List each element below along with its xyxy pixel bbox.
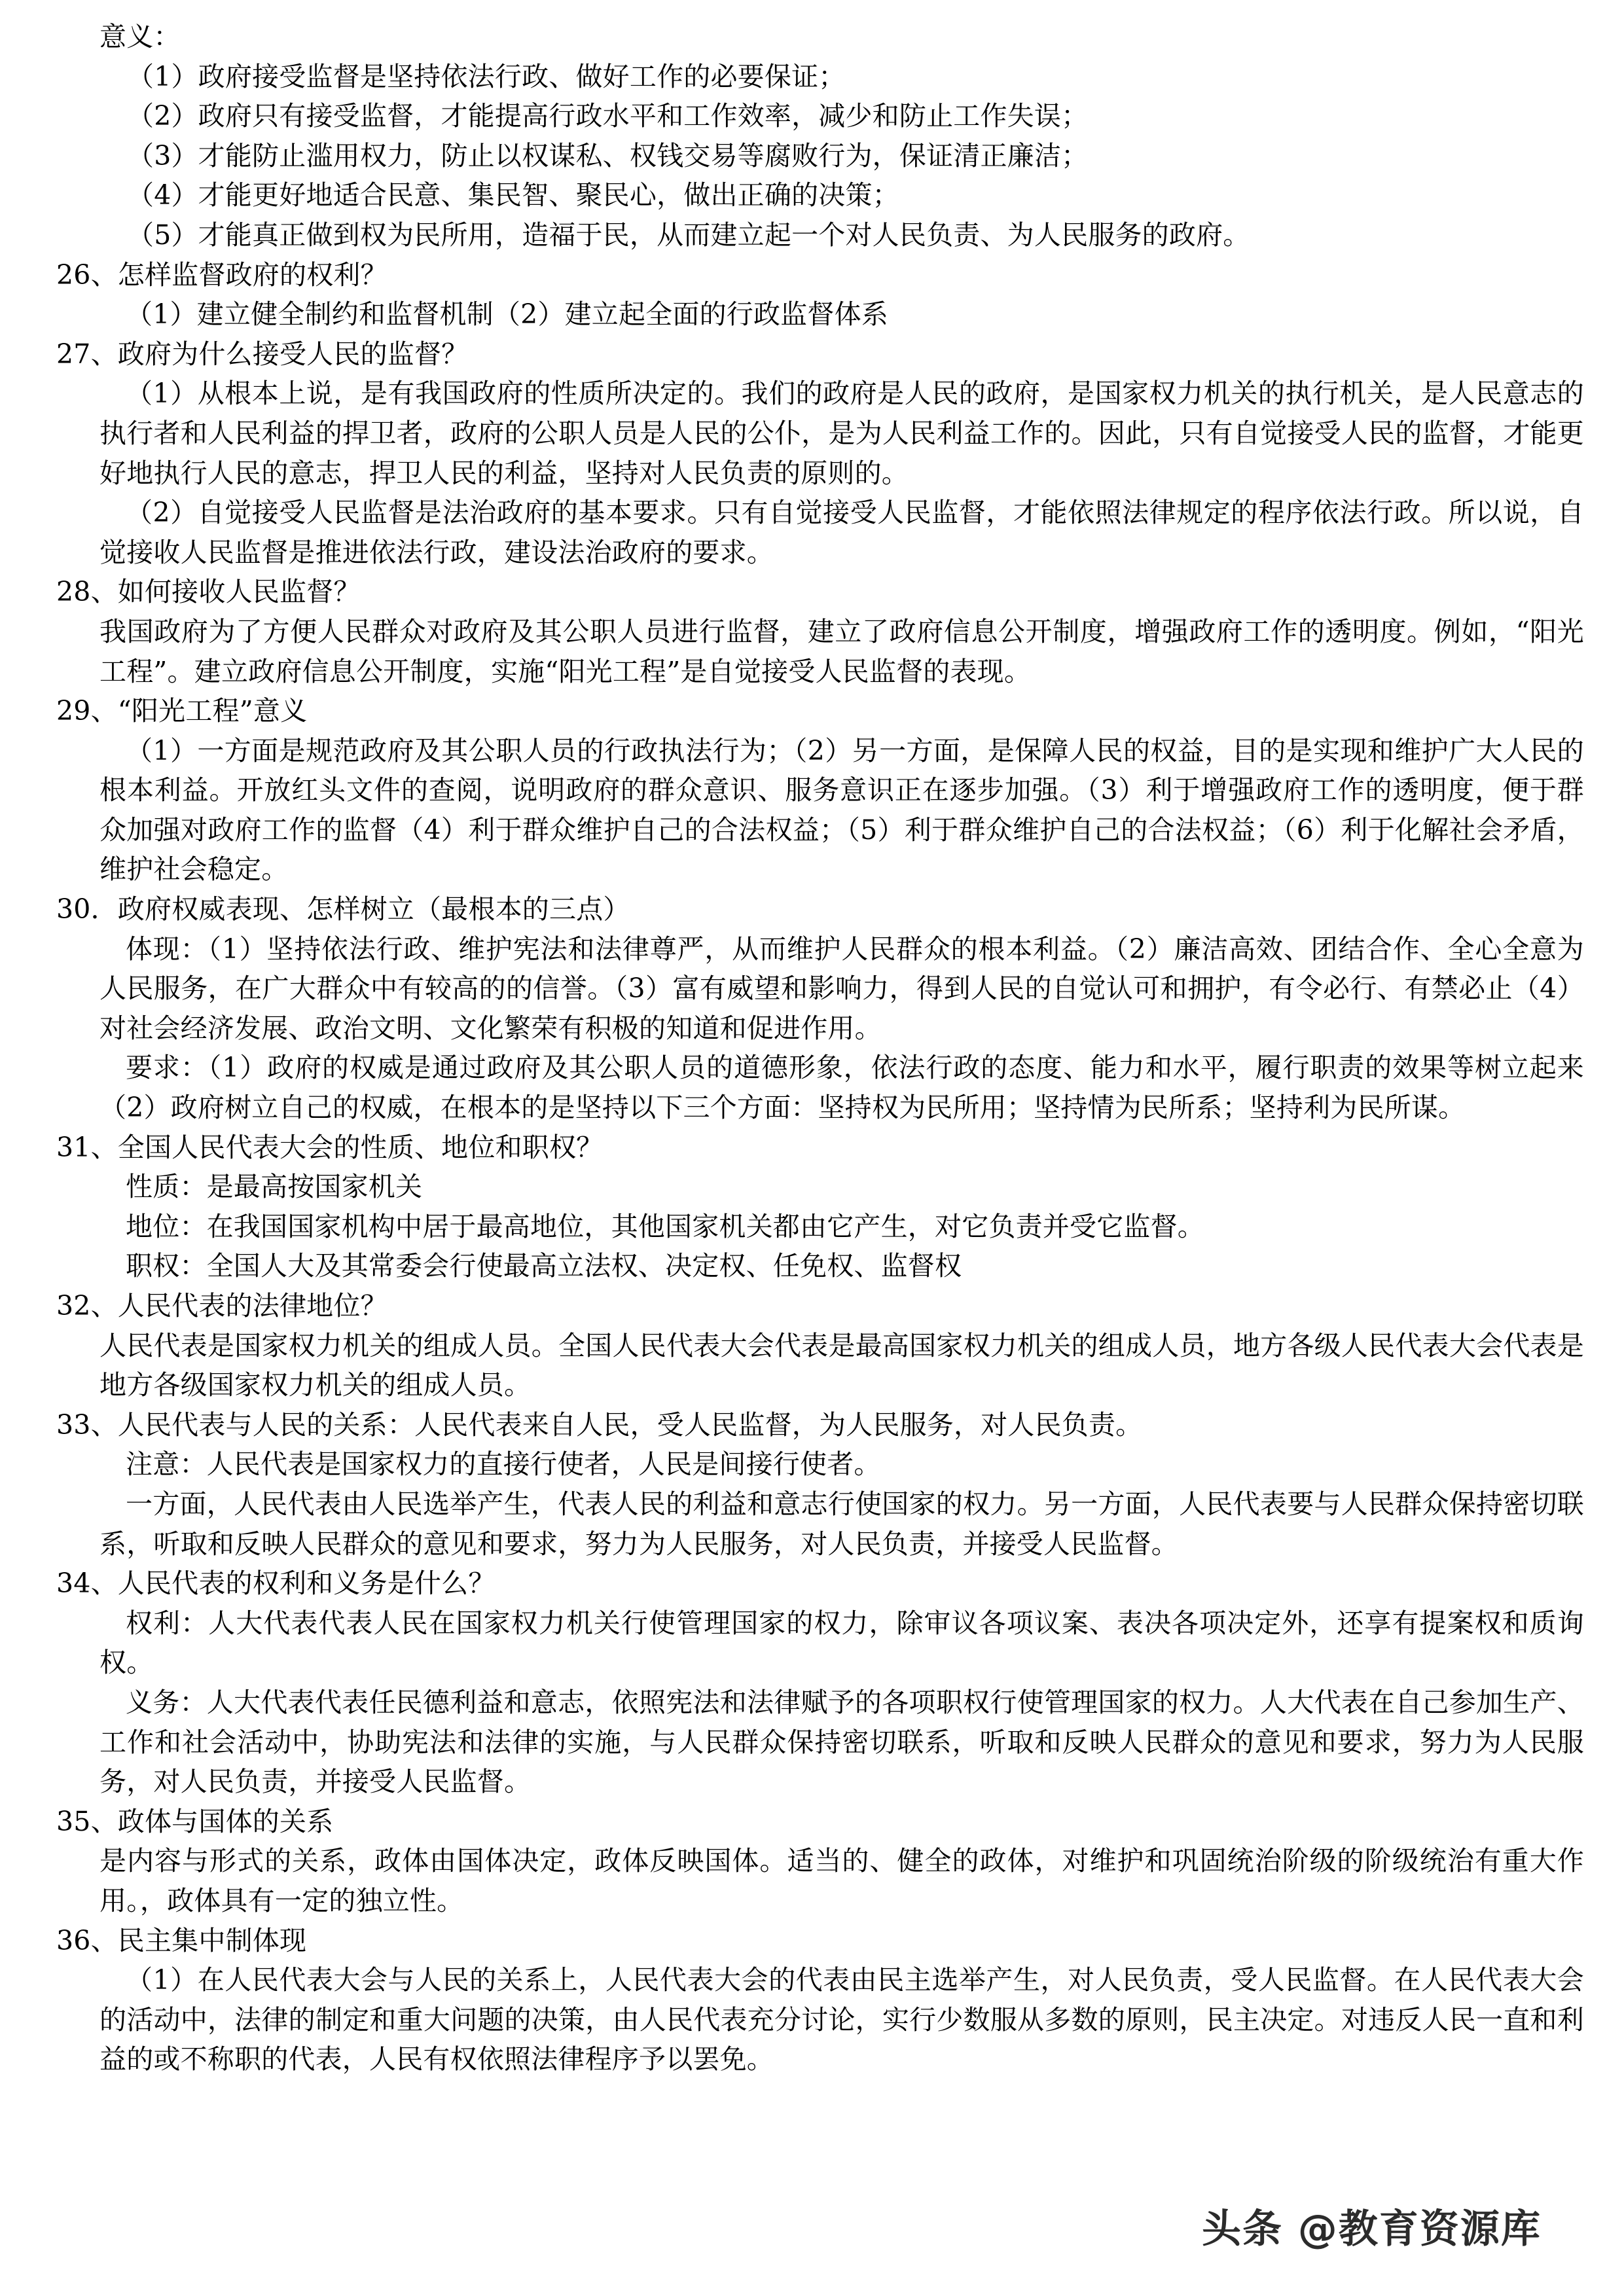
- section-number: 33、: [56, 1408, 118, 1441]
- section-title: 民主集中制体现: [117, 1924, 307, 1956]
- section-title: 人民代表的权利和义务是什么？: [117, 1568, 496, 1600]
- section-title: 政体与国体的关系: [117, 1805, 334, 1837]
- section-heading-36: [39, 1921, 1584, 1961]
- section-number: 26、: [56, 259, 118, 291]
- section-heading-30: [39, 889, 1584, 929]
- opening-item: （5）才能真正做到权为民所用，造福于民，从而建立起一个对人民负责、为人民服务的政府。: [127, 219, 1250, 251]
- section-title: 全国人民代表大会的性质、地位和职权？: [117, 1131, 604, 1163]
- section-number: 29、: [56, 695, 118, 727]
- watermark-account: 教育资源库: [1338, 2206, 1542, 2252]
- section-paragraph: 性质：是最高按国家机关: [126, 1171, 423, 1203]
- opening-item: （4）才能更好地适合民意、集民智、聚民心，做出正确的决策；: [127, 179, 899, 211]
- section-heading-27: [39, 334, 1584, 374]
- watermark-brand: 头条: [1202, 2206, 1283, 2252]
- section-heading-33: [39, 1405, 1584, 1445]
- section-heading-29: [39, 691, 1584, 731]
- section-title: 政府为什么接受人民的监督？: [117, 338, 469, 370]
- section-paragraph: （1）在人民代表大会与人民的关系上，人民代表大会的代表由民主选举产生，对人民负责，受人民监督。在人民代表大会的活动中，法律的制定和重大问题的决策，由人民代表充分讨论，实行少数服从多数的原则，民主决定。对违反人民一直和利益的或不称职的代表，人民有权依照法律程序予以罢免。: [99, 1964, 1584, 2075]
- section-paragraph: 人民代表是国家权力机关的组成人员。全国人民代表大会代表是最高国家权力机关的组成人员，地方各级人民代表大会代表是地方各级国家权力机关的组成人员。: [99, 1329, 1584, 1401]
- section-number: 34、: [56, 1568, 118, 1600]
- section-paragraph: 是内容与形式的关系，政体由国体决定，政体反映国体。适当的、健全的政体，对维护和巩固统治阶级的阶级统治有重大作用。，政体具有一定的独立性。: [99, 1845, 1584, 1916]
- section-number: 31、: [56, 1131, 118, 1163]
- opening-label: 意义：: [99, 21, 181, 52]
- section-title: 怎样监督政府的权利？: [117, 259, 388, 291]
- opening-item: （2）政府只有接受监督，才能提高行政水平和工作效率，减少和防止工作失误；: [127, 100, 1089, 132]
- section-paragraph: 地位：在我国国家机构中居于最高地位，其他国家机关都由它产生，对它负责并受它监督。: [126, 1210, 1204, 1242]
- section-heading-28: [39, 572, 1584, 612]
- watermark-at-icon: @: [1297, 2206, 1339, 2252]
- section-heading-26: [39, 255, 1584, 295]
- section-number: 36、: [56, 1924, 118, 1956]
- opening-item: （3）才能防止滥用权力，防止以权谋私、权钱交易等腐败行为，保证清正廉洁；: [127, 139, 1089, 171]
- section-title: “阳光工程”意义: [117, 695, 308, 727]
- section-paragraph: （1）建立健全制约和监督机制（2）建立起全面的行政监督体系: [126, 298, 888, 331]
- section-title: 政府权威表现、怎样树立（最根本的三点）: [117, 893, 630, 925]
- section-paragraph: （2）自觉接受人民监督是法治政府的基本要求。只有自觉接受人民监督，才能依照法律规定的程序依法行政。所以说，自觉接收人民监督是推进依法行政，建设法治政府的要求。: [99, 497, 1584, 568]
- section-paragraph: 要求：（1）政府的权威是通过政府及其公职人员的道德形象，依法行政的态度、能力和水平，履行职责的效果等树立起来（2）政府树立自己的权威，在根本的是坚持以下三个方面：坚持权为民所用；坚持情为民所系；坚持利为民所谋。: [99, 1052, 1584, 1124]
- section-paragraph: 体现：（1）坚持依法行政、维护宪法和法律尊严，从而维护人民群众的根本利益。（2）廉洁高效、团结合作、全心全意为人民服务，在广大群众中有较高的的信誉。（3）富有威望和影响力，得到人民的自觉认可和拥护，有令必行、有禁必止（4）对社会经济发展、政治文明、文化繁荣有积极的知道和促进作用。: [99, 933, 1584, 1044]
- document-body: [39, 17, 1584, 2079]
- opening-item: （1）政府接受监督是坚持依法行政、做好工作的必要保证；: [127, 60, 846, 92]
- section-heading-35: [39, 1802, 1584, 1842]
- section-paragraph: 义务：人大代表代表任民德利益和意志，依照宪法和法律赋予的各项职权行使管理国家的权力。人大代表在自己参加生产、工作和社会活动中，协助宪法和法律的实施，与人民群众保持密切联系，听取和反映人民群众的意见和要求，努力为人民服务，对人民负责，并接受人民监督。: [99, 1686, 1584, 1798]
- section-title: 人民代表与人民的关系：人民代表来自人民，受人民监督，为人民服务，对人民负责。: [117, 1408, 1143, 1441]
- watermark: [1202, 2206, 1542, 2253]
- section-paragraph: 我国政府为了方便人民群众对政府及其公职人员进行监督，建立了政府信息公开制度，增强政府工作的透明度。例如，“阳光工程”。建立政府信息公开制度，实施“阳光工程”是自觉接受人民监督的表现。: [99, 615, 1584, 687]
- section-title: 如何接收人民监督？: [117, 576, 361, 608]
- section-paragraph: 职权：全国人大及其常委会行使最高立法权、决定权、任免权、监督权: [126, 1250, 962, 1282]
- section-paragraph: 注意：人民代表是国家权力的直接行使者，人民是间接行使者。: [126, 1448, 881, 1480]
- section-paragraph: 权利：人大代表代表人民在国家权力机关行使管理国家的权力，除审议各项议案、表决各项决定外，还享有提案权和质询权。: [99, 1607, 1584, 1679]
- section-number: 35、: [56, 1805, 118, 1837]
- section-number: 32、: [56, 1290, 118, 1321]
- section-title: 人民代表的法律地位？: [117, 1290, 388, 1321]
- section-number: 27、: [56, 338, 118, 370]
- section-number: 30．: [56, 893, 118, 925]
- section-heading-32: [39, 1286, 1584, 1326]
- section-heading-34: [39, 1564, 1584, 1604]
- section-paragraph: 一方面，人民代表由人民选举产生，代表人民的利益和意志行使国家的权力。另一方面，人民代表要与人民群众保持密切联系，听取和反映人民群众的意见和要求，努力为人民服务，对人民负责，并接受人民监督。: [99, 1488, 1584, 1560]
- section-paragraph: （1）一方面是规范政府及其公职人员的行政执法行为；（2）另一方面，是保障人民的权益，目的是实现和维护广大人民的根本利益。开放红头文件的查阅，说明政府的群众意识、服务意识正在逐步加强。（3）利于增强政府工作的透明度，便于群众加强对政府工作的监督（4）利于群众维护自己的合法权益；（5）利于群众维护自己的合法权益；（6）利于化解社会矛盾，维护社会稳定。: [99, 734, 1584, 886]
- section-heading-31: [39, 1128, 1584, 1168]
- section-number: 28、: [56, 576, 118, 608]
- section-paragraph: （1）从根本上说，是有我国政府的性质所决定的。我们的政府是人民的政府，是国家权力机关的执行机关，是人民意志的执行者和人民利益的捍卫者，政府的公职人员是人民的公仆，是为人民利益工作的。因此，只有自觉接受人民的监督，才能更好地执行人民的意志，捍卫人民的利益，坚持对人民负责的原则的。: [99, 378, 1584, 489]
